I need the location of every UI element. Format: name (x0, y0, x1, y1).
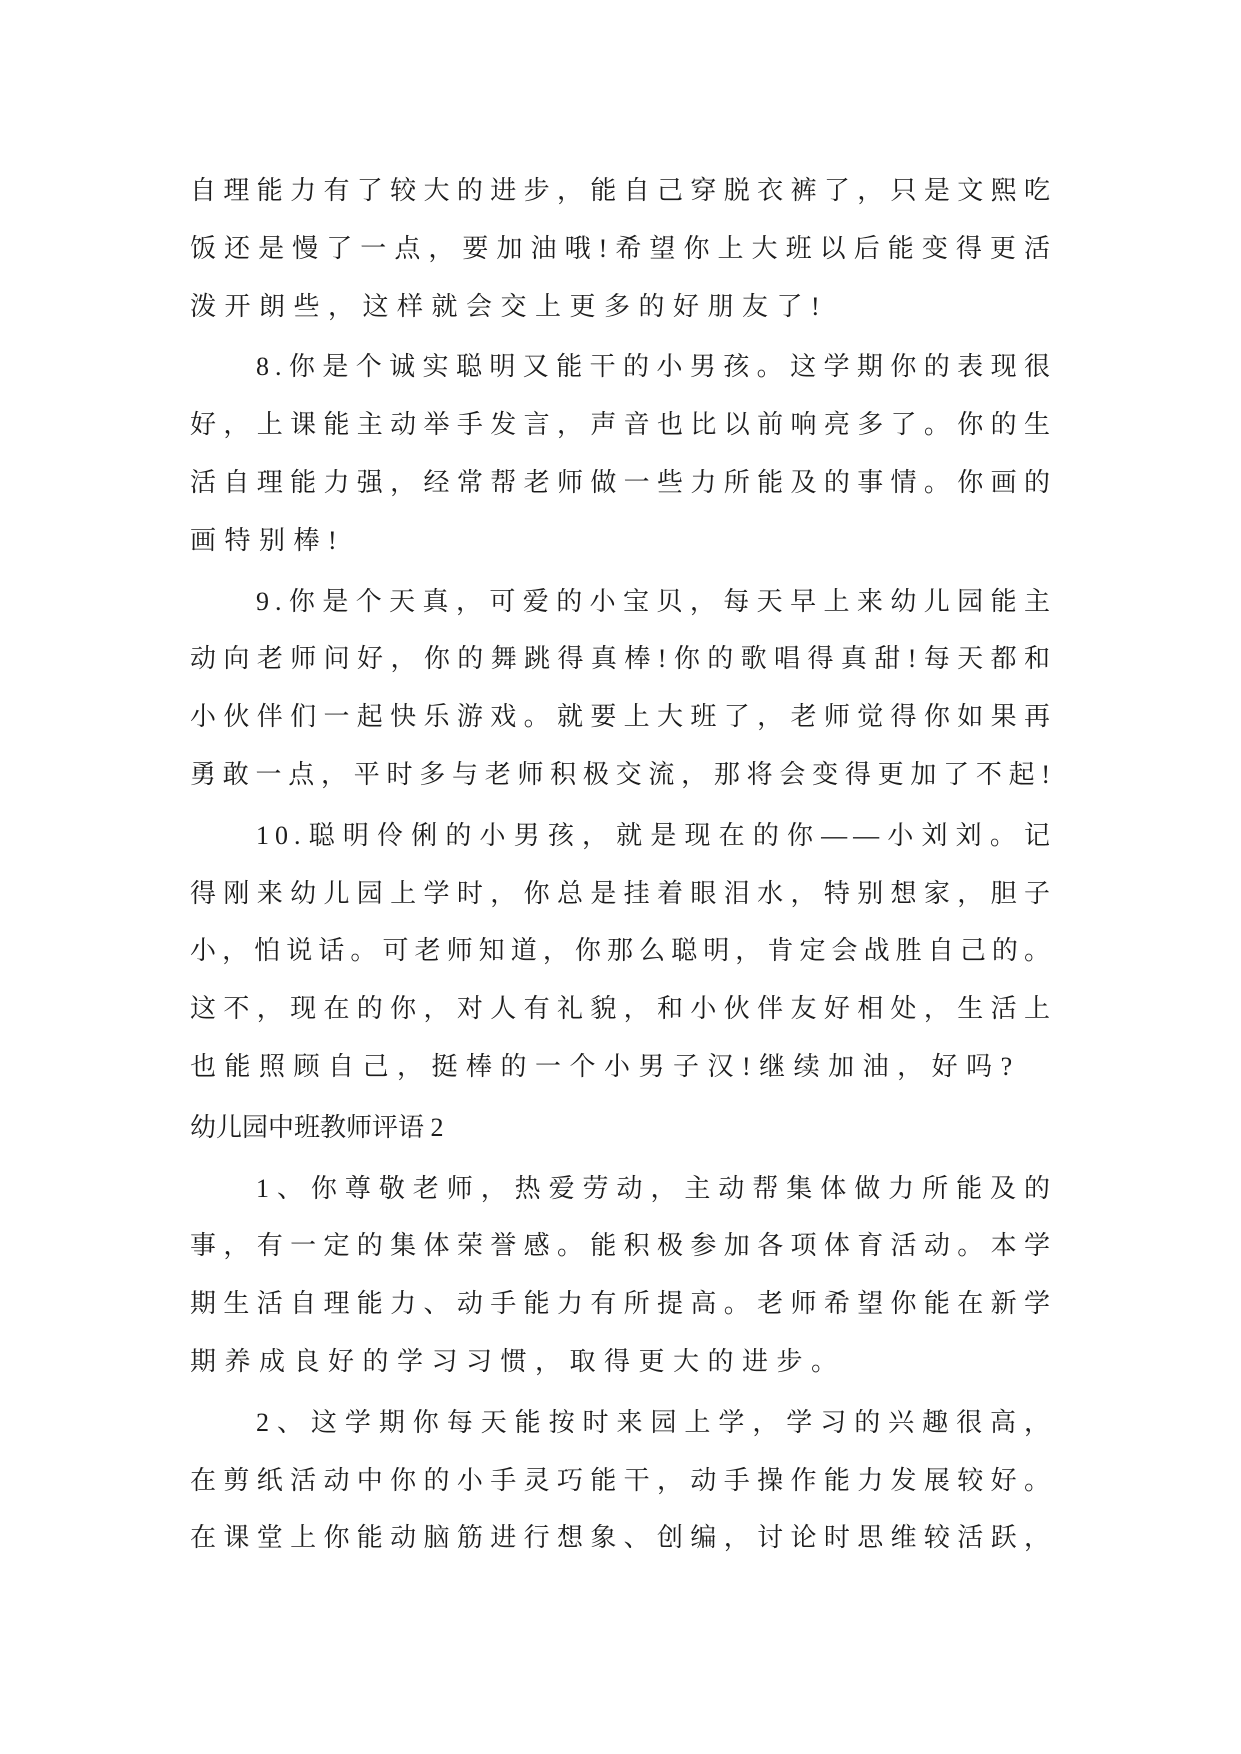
section-heading (190, 1099, 1056, 1157)
paragraph-item-9 (190, 573, 1056, 804)
text-line: 期生活自理能力、动手能力有所提高。老师希望你能在新学 (190, 1289, 1056, 1319)
paragraph-item-2 (190, 1394, 1056, 1567)
text-line: 9.你是个天真，可爱的小宝贝，每天早上来幼儿园能主 (256, 586, 1056, 616)
text-line: 10.聪明伶俐的小男孩，就是现在的你——小刘刘。记 (256, 820, 1056, 850)
text-line: 活自理能力强，经常帮老师做一些力所能及的事情。你画的 (190, 467, 1056, 497)
text-line: 事，有一定的集体荣誉感。能积极参加各项体育活动。本学 (190, 1231, 1056, 1261)
text-line: 在课堂上你能动脑筋进行想象、创编，讨论时思维较活跃， (190, 1523, 1056, 1553)
text-line: 画特别棒! (190, 525, 346, 555)
text-line: 小，怕说话。可老师知道，你那么聪明，肯定会战胜自己的。 (190, 936, 1056, 966)
text-line: 这不，现在的你，对人有礼貌，和小伙伴友好相处，生活上 (190, 994, 1056, 1024)
text-line: 泼开朗些，这样就会交上更多的好朋友了! (190, 291, 829, 321)
paragraph-continued (190, 162, 1056, 335)
text-line: 期养成良好的学习习惯，取得更大的进步。 (190, 1346, 846, 1376)
text-line: 饭还是慢了一点，要加油哦!希望你上大班以后能变得更活 (190, 233, 1056, 263)
text-line: 1、你尊敬老师，热爱劳动，主动帮集体做力所能及的 (256, 1173, 1056, 1203)
text-line: 小伙伴们一起快乐游戏。就要上大班了，老师觉得你如果再 (190, 702, 1056, 732)
text-line: 在剪纸活动中你的小手灵巧能干，动手操作能力发展较好。 (190, 1465, 1056, 1495)
paragraph-item-8 (190, 338, 1056, 569)
text-line: 得刚来幼儿园上学时，你总是挂着眼泪水，特别想家，胆子 (190, 878, 1056, 908)
text-line: 自理能力有了较大的进步，能自己穿脱衣裤了，只是文熙吃 (190, 176, 1056, 205)
text-line: 2、这学期你每天能按时来园上学，学习的兴趣很高， (256, 1407, 1056, 1437)
section-heading-text: 幼儿园中班教师评语 2 (190, 1112, 444, 1142)
text-line: 也能照顾自己，挺棒的一个小男子汉!继续加油，好吗? (190, 1051, 1021, 1081)
document-body (190, 162, 1056, 1567)
text-line: 好，上课能主动举手发言，声音也比以前响亮多了。你的生 (190, 410, 1056, 440)
text-line: 勇敢一点，平时多与老师积极交流，那将会变得更加了不起! (190, 759, 1056, 789)
paragraph-item-10 (190, 807, 1056, 1096)
text-line: 8.你是个诚实聪明又能干的小男孩。这学期你的表现很 (256, 352, 1056, 382)
paragraph-item-1 (190, 1160, 1056, 1391)
text-line: 动向老师问好，你的舞跳得真棒!你的歌唱得真甜!每天都和 (190, 644, 1056, 674)
